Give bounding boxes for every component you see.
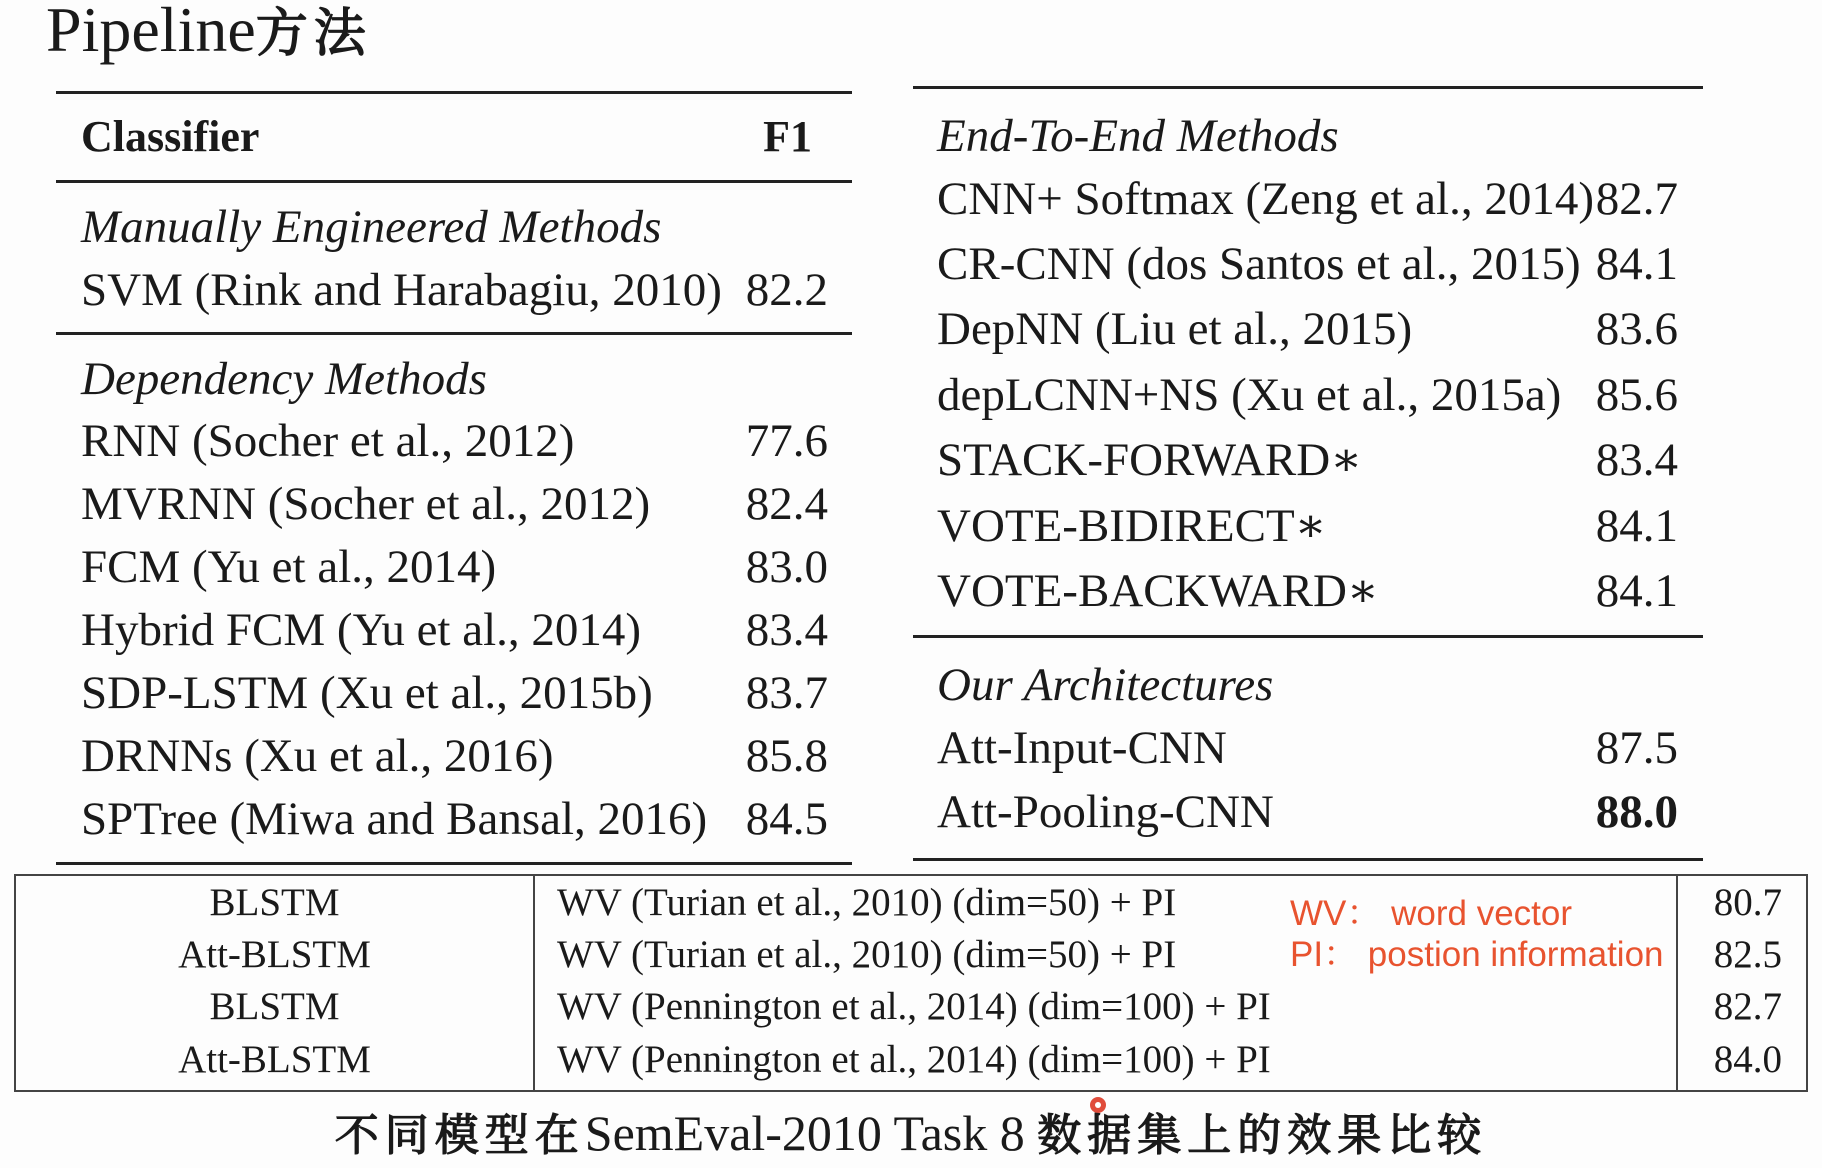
table-row-model: BLSTM — [209, 881, 340, 924]
table-row-f1: 80.7 — [1713, 881, 1782, 924]
left-table-top-rule — [56, 91, 852, 94]
title-cjk: 方法 — [255, 3, 372, 64]
table-row-name: SVM (Rink and Harabagiu, 2010) — [81, 264, 722, 316]
table-row-f1: 83.0 — [745, 541, 828, 593]
table-row-name: CR-CNN (dos Santos et al., 2015) — [937, 238, 1581, 290]
table-row-name: STACK-FORWARD∗ — [937, 434, 1363, 486]
table-row-f1: 82.7 — [1713, 985, 1782, 1028]
group-title-our-architectures: Our Architectures — [937, 659, 1274, 711]
table-row-name: VOTE-BIDIRECT∗ — [937, 500, 1327, 552]
table-row-name: Att-Input-CNN — [937, 722, 1227, 774]
group-title-dependency: Dependency Methods — [81, 353, 487, 405]
table-row-name: VOTE-BACKWARD∗ — [937, 565, 1379, 617]
table-row-f1: 85.6 — [1595, 369, 1678, 421]
table-row-name: Att-Pooling-CNN — [937, 786, 1274, 838]
table-row-features: WV (Turian et al., 2010) (dim=50) + PI — [557, 881, 1177, 924]
bottom-table-divider — [1676, 874, 1678, 1092]
left-table-group-rule — [56, 332, 852, 335]
table-row-name: DepNN (Liu et al., 2015) — [937, 303, 1413, 355]
table-row-f1: 84.1 — [1595, 565, 1678, 617]
caption-cjk-after: 数据集上的效果比较 — [1037, 1110, 1488, 1161]
table-row-features: WV (Pennington et al., 2014) (dim=100) + PI — [557, 985, 1271, 1028]
table-row-f1: 77.6 — [745, 415, 828, 467]
table-row-f1: 83.6 — [1595, 303, 1678, 355]
table-row-name: SPTree (Miwa and Bansal, 2016) — [81, 793, 708, 845]
right-table-bottom-rule — [913, 858, 1703, 861]
table-row-model: Att-BLSTM — [178, 933, 371, 976]
page-title — [46, 0, 372, 65]
table-row-f1: 83.4 — [1595, 434, 1678, 486]
table-row-features: WV (Pennington et al., 2014) (dim=100) + PI — [557, 1038, 1271, 1081]
bottom-table-divider — [533, 874, 535, 1092]
table-row-f1: 83.4 — [745, 604, 828, 656]
f1-header: F1 — [763, 112, 812, 161]
left-table-header-rule — [56, 180, 852, 183]
caption-cjk-before: 不同模型在 — [334, 1110, 585, 1161]
table-row-f1: 82.5 — [1713, 933, 1782, 976]
annotation-wv: WV： word vector — [1290, 894, 1572, 933]
right-table-group-rule — [913, 635, 1703, 638]
table-row-name: Hybrid FCM (Yu et al., 2014) — [81, 604, 642, 656]
left-table-bottom-rule — [56, 862, 852, 865]
table-row-f1: 84.5 — [745, 793, 828, 845]
table-row-name: MVRNN (Socher et al., 2012) — [81, 478, 651, 530]
caption-latin: SemEval-2010 Task 8 — [584, 1105, 1025, 1161]
table-row-model: BLSTM — [209, 985, 340, 1028]
table-row-f1: 82.2 — [745, 264, 828, 316]
table-row-f1: 82.4 — [745, 478, 828, 530]
table-row-name: DRNNs (Xu et al., 2016) — [81, 730, 554, 782]
title-latin: Pipeline — [46, 0, 256, 65]
table-row-f1: 87.5 — [1595, 722, 1678, 774]
table-row-name: depLCNN+NS (Xu et al., 2015a) — [937, 369, 1562, 421]
table-row-name: SDP-LSTM (Xu et al., 2015b) — [81, 667, 653, 719]
table-row-name: FCM (Yu et al., 2014) — [81, 541, 497, 593]
table-row-f1: 84.1 — [1595, 500, 1678, 552]
figure-caption — [0, 1105, 1822, 1161]
table-row-f1: 84.0 — [1713, 1038, 1782, 1081]
annotation-pi: PI： postion information — [1290, 935, 1664, 974]
group-title-end-to-end: End-To-End Methods — [937, 110, 1339, 162]
table-row-features: WV (Turian et al., 2010) (dim=50) + PI — [557, 933, 1177, 976]
table-row-model: Att-BLSTM — [178, 1038, 371, 1081]
right-table-top-rule — [913, 86, 1703, 89]
table-row-f1: 85.8 — [745, 730, 828, 782]
table-row-f1: 83.7 — [745, 667, 828, 719]
table-row-name: CNN+ Softmax (Zeng et al., 2014) — [937, 173, 1594, 225]
table-row-f1: 82.7 — [1595, 173, 1678, 225]
table-row-name: RNN (Socher et al., 2012) — [81, 415, 575, 467]
classifier-header: Classifier — [81, 112, 260, 161]
best-score-f1: 88.0 — [1595, 786, 1678, 838]
group-title-manual: Manually Engineered Methods — [81, 201, 662, 253]
table-row-f1: 84.1 — [1595, 238, 1678, 290]
